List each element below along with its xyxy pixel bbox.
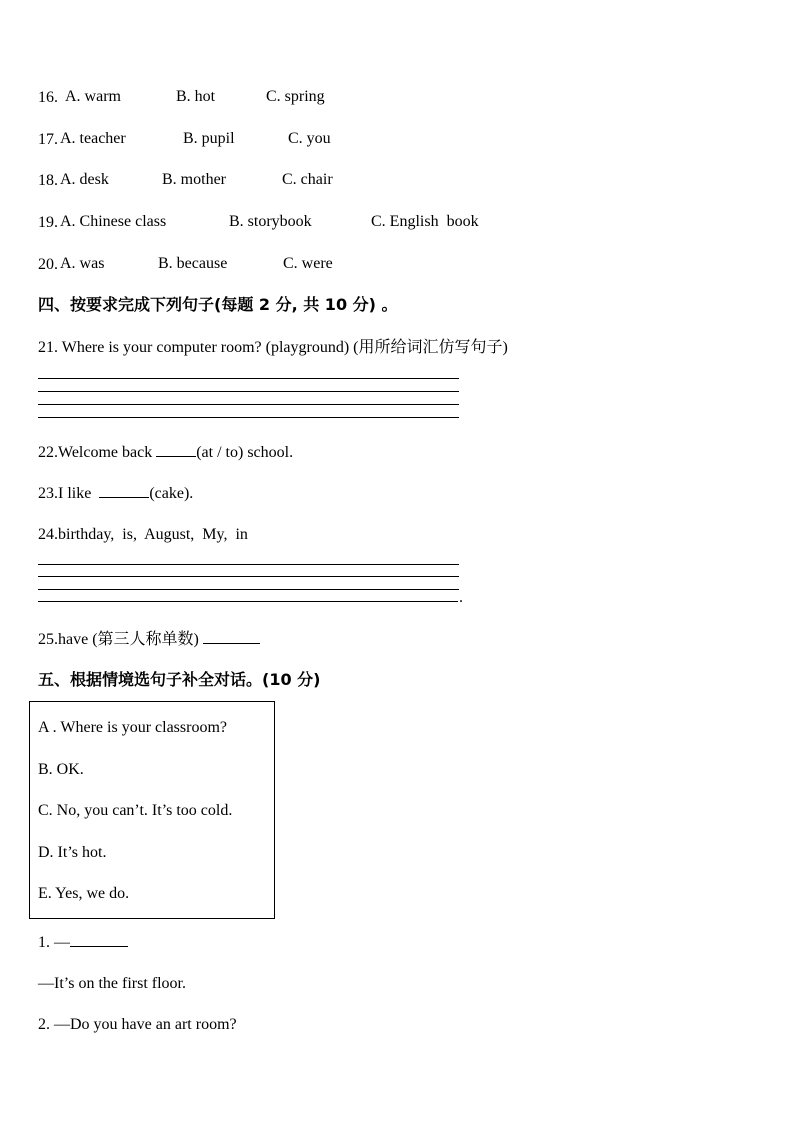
answer-line[interactable]: [38, 417, 459, 418]
question-text-pre: Welcome back: [58, 444, 157, 461]
answer-line[interactable]: [38, 601, 458, 602]
option-d: D. It’s hot.: [38, 844, 107, 861]
dialogue-2: 2. —Do you have an art room?: [38, 1016, 237, 1033]
answer-line[interactable]: [38, 378, 459, 379]
question-24: [38, 525, 248, 545]
question-number: 24.: [38, 526, 58, 543]
question-number: 19.: [38, 214, 58, 231]
question-text: Where is your computer room? (playground) (用所给词汇仿写句子): [58, 339, 508, 356]
answer-line[interactable]: [38, 576, 459, 577]
question-22: [38, 442, 293, 463]
option-b: B. mother: [162, 171, 226, 188]
question-21: [38, 338, 508, 358]
section-4-title: 四、按要求完成下列句子(每题 2 分, 共 10 分) 。: [38, 295, 398, 314]
question-25: [38, 629, 260, 650]
answer-blank[interactable]: [203, 629, 260, 644]
answer-blank[interactable]: [156, 442, 196, 457]
question-number: 23.: [38, 485, 58, 502]
answer-line[interactable]: [38, 404, 459, 405]
option-b: B. storybook: [229, 213, 312, 230]
answer-blank[interactable]: [99, 483, 149, 498]
question-text-pre: I like: [58, 485, 100, 502]
sentence-end-period: .: [459, 589, 463, 606]
question-text: birthday, is, August, My, in: [58, 526, 248, 543]
option-a: A. teacher: [60, 130, 126, 147]
option-c: C. chair: [282, 171, 333, 188]
section-5-title: 五、根据情境选句子补全对话。(10 分): [38, 670, 321, 689]
option-c: C. spring: [266, 88, 325, 105]
question-number: 25.: [38, 631, 58, 648]
dialogue-1-reply: —It’s on the first floor.: [38, 975, 186, 992]
question-number: 20.: [38, 256, 58, 273]
option-b: B. OK.: [38, 761, 84, 778]
option-b: B. hot: [176, 88, 216, 105]
option-a: A. desk: [60, 171, 109, 188]
question-number: 21.: [38, 339, 58, 356]
question-number: 17.: [38, 131, 58, 148]
answer-blank[interactable]: [70, 932, 128, 947]
dialogue-number: 1.: [38, 934, 54, 951]
dialogue-dash: —: [54, 934, 70, 951]
option-a: A . Where is your classroom?: [38, 719, 227, 736]
question-number: 22.: [38, 444, 58, 461]
option-c: C. English book: [371, 213, 479, 230]
question-number: 16.: [38, 89, 58, 106]
options-box: [29, 701, 275, 919]
option-c: C. were: [283, 255, 333, 272]
option-c: C. you: [288, 130, 331, 147]
question-number: 18.: [38, 172, 58, 189]
dialogue-1: [38, 932, 128, 953]
question-text-post: (cake).: [149, 485, 194, 502]
answer-line[interactable]: [38, 589, 459, 590]
option-c: C. No, you can’t. It’s too cold.: [38, 802, 233, 819]
question-text: have (第三人称单数): [58, 631, 203, 648]
answer-line[interactable]: [38, 391, 459, 392]
option-a: A. was: [60, 255, 105, 272]
answer-line[interactable]: [38, 564, 459, 565]
question-23: [38, 483, 193, 504]
option-b: B. pupil: [183, 130, 235, 147]
option-a: A. warm: [65, 88, 121, 105]
option-b: B. because: [158, 255, 228, 272]
option-a: A. Chinese class: [60, 213, 167, 230]
option-e: E. Yes, we do.: [38, 885, 130, 902]
question-text-post: (at / to) school.: [196, 444, 294, 461]
